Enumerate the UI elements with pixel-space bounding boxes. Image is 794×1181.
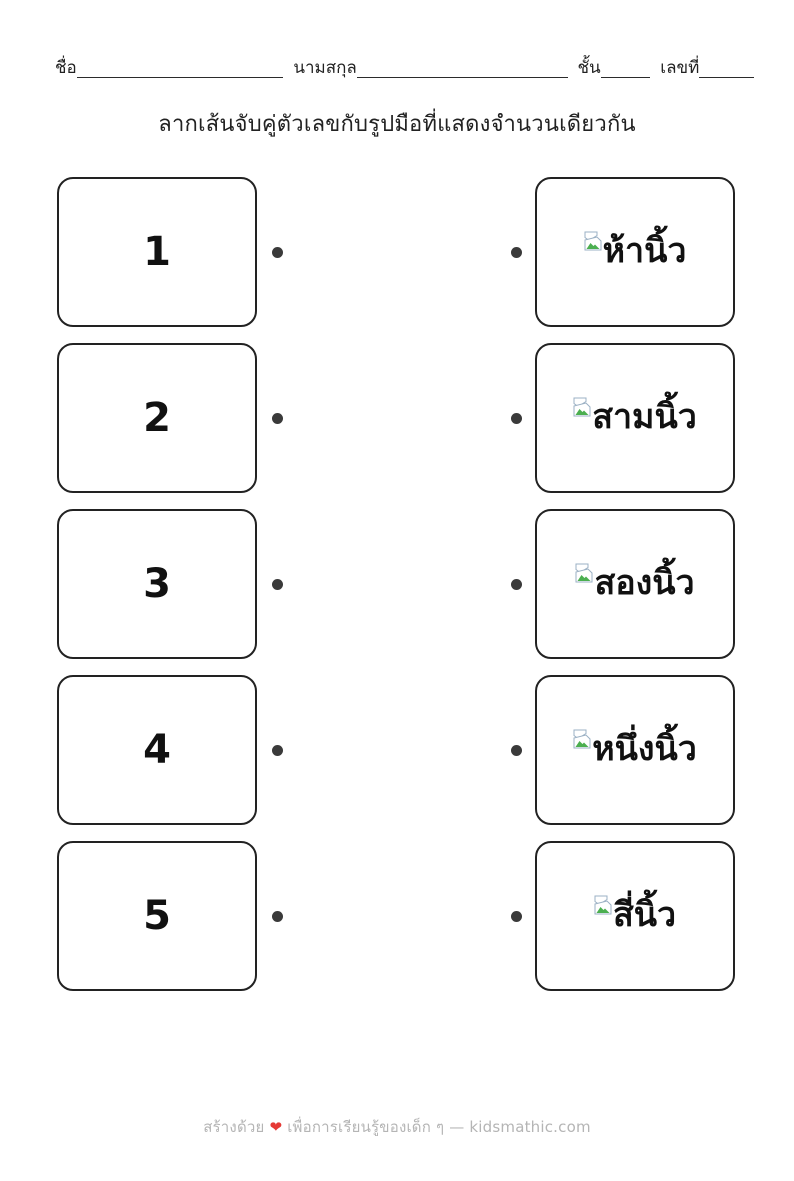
number-card-2 [57,343,257,493]
number-text: 3 [143,561,171,607]
word-text: สองนิ้ว [594,563,695,604]
broken-image-icon [573,397,591,417]
number-text: 1 [143,229,171,275]
matching-row [57,177,735,327]
broken-image-icon [584,231,602,251]
right-connector-dot-4[interactable] [511,745,522,756]
word-text: ห้านิ้ว [602,231,687,272]
broken-image-icon [573,729,591,749]
left-connector-dot-5[interactable] [272,911,283,922]
word-card-5 [535,841,735,991]
right-connector-dot-3[interactable] [511,579,522,590]
class-blank-line [601,58,651,78]
number-text: 5 [143,893,171,939]
broken-image-icon [594,895,612,915]
left-connector-dot-2[interactable] [272,413,283,424]
matching-row [57,509,735,659]
matching-area [57,177,735,991]
footer-separator: — [449,1118,465,1136]
footer-site-link[interactable]: kidsmathic.com [469,1118,591,1136]
surname-blank-line [357,58,568,78]
left-connector-dot-3[interactable] [272,579,283,590]
right-connector-dot-2[interactable] [511,413,522,424]
number-card-4 [57,675,257,825]
word-text: หนึ่งนิ้ว [592,729,697,770]
number-text: 2 [143,395,171,441]
left-connector-dot-1[interactable] [272,247,283,258]
broken-image-icon [575,563,593,583]
matching-row [57,841,735,991]
word-text: สี่นิ้ว [612,895,677,936]
right-connector-dot-1[interactable] [511,247,522,258]
footer-credit [0,1115,794,1139]
class-label: ชั้น [577,58,601,79]
word-card-3 [535,509,735,659]
footer-created-with: สร้างด้วย [203,1118,265,1136]
number-text: 4 [143,727,171,773]
number-label: เลขที่ [660,58,700,79]
heart-icon: ❤ [269,1118,283,1136]
word-card-1 [535,177,735,327]
footer-tagline: เพื่อการเรียนรู้ของเด็ก ๆ [287,1118,445,1136]
word-card-2 [535,343,735,493]
name-label: ชื่อ [55,58,77,79]
header-fields [55,58,754,78]
number-card-1 [57,177,257,327]
worksheet-title: ลากเส้นจับคู่ตัวเลขกับรูปมือที่แสดงจำนวนเดียวกัน [158,112,636,137]
right-connector-dot-5[interactable] [511,911,522,922]
number-card-3 [57,509,257,659]
matching-row [57,343,735,493]
number-card-5 [57,841,257,991]
left-connector-dot-4[interactable] [272,745,283,756]
word-card-4 [535,675,735,825]
number-blank-line [699,58,754,78]
word-text: สามนิ้ว [592,397,697,438]
matching-row [57,675,735,825]
surname-label: นามสกุล [293,58,357,79]
name-blank-line [77,58,284,78]
